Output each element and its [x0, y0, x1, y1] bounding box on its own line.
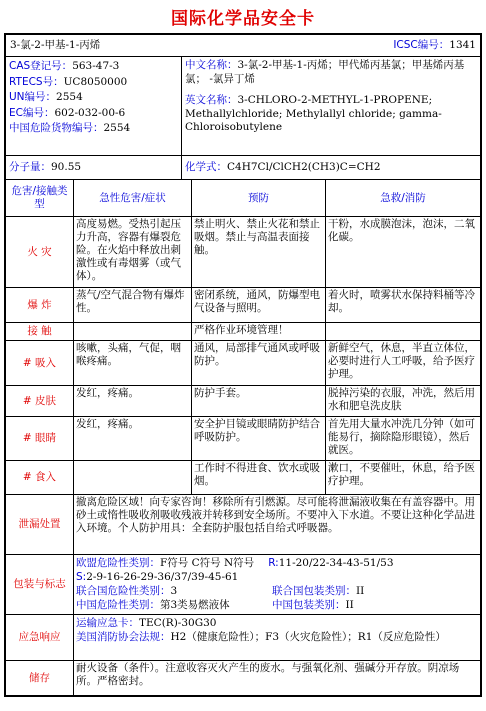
hazard-aid: 首先用大量水冲洗几分钟（如可能易行，摘除隐形眼镜），然后就医。 [328, 418, 475, 456]
hazard-prevention: 工作时不得进食、饮水或吸烟。 [192, 461, 326, 494]
hazard-prevention: 通风，局部排气通风或呼吸防护。 [192, 341, 326, 385]
hazard-symptom: 发红，疼痛。 [74, 386, 192, 416]
emergency-label: 应急响应 [6, 615, 74, 660]
col-header-symptom: 急性危害/症状 [74, 180, 192, 216]
emergency-info: 运输应急卡：TEC(R)-30G30 美国消防协会法规：H2（健康危险性）；F3（火灾危险性）；R1（反应危险性） [76, 617, 446, 643]
hazard-aid: 着火时，喷雾状水保持料桶等冷却。 [328, 289, 475, 314]
chemical-name: 3-氯-2-甲基-1-丙烯 [10, 39, 101, 51]
emergency-row [6, 615, 480, 661]
hazard-aid [326, 323, 480, 340]
hazard-symptom: 发红，疼痛。 [74, 417, 192, 460]
table-row [6, 386, 480, 417]
safety-card [4, 33, 482, 697]
hazard-prevention: 防护手套。 [192, 386, 326, 416]
storage-label: 储存 [6, 661, 74, 695]
spill-row [6, 495, 480, 555]
hazard-prevention: 密闭系统，通风，防爆型电气设备与照明。 [192, 288, 326, 322]
header-row [6, 35, 480, 57]
identifiers: CAS登记号：563-47-3 RTECS号：UC8050000 UN编号：2554 EC编号：602-032-00-6 中国危险货物编号：2554 [6, 57, 182, 155]
icsc-number: ICSC编号：1341 [393, 39, 476, 51]
table-row [6, 323, 480, 341]
page-title: 国际化学品安全卡 [171, 9, 315, 29]
table-header [6, 180, 480, 217]
packaging-label: 包装与标志 [6, 555, 74, 614]
hazard-aid: 漱口，不要催吐，休息，给予医疗护理。 [328, 462, 475, 487]
chemical-formula: 化学式： C4H7Cl/ClCH2(CH3)C=CH2 [185, 161, 381, 173]
names: 中文名称：3-氯-2-甲基-1-丙烯；甲代烯丙基氯；甲基烯丙基氯； -氯异丁烯 英文名称：3-CHLORO-2-METHYL-1-PROPENE; Methallylchloride; Methylallyl chloride; gamma-Chloroisobutylene [185, 59, 465, 133]
table-row [6, 288, 480, 323]
hazard-type: 火 灾 [6, 217, 74, 287]
hazard-type: # 眼睛 [6, 417, 74, 460]
hazard-prevention: 禁止明火、禁止火花和禁止吸烟。禁止与高温表面接触。 [192, 217, 326, 287]
hazard-symptom: 高度易燃。受热引起压力升高，容器有爆裂危险。在火焰中释放出刺激性或有毒烟雾（或气体）。 [74, 217, 192, 287]
identifiers-row [6, 57, 480, 156]
hazard-aid: 新鲜空气，休息，半直立体位，必要时进行人工呼吸，给予医疗护理。 [328, 342, 475, 380]
table-row [6, 417, 480, 461]
hazard-type: # 皮肤 [6, 386, 74, 416]
hazard-symptom: 咳嗽，头痛，气促，咽喉疼痛。 [74, 341, 192, 385]
col-header-type: 危害/接触类型 [6, 180, 74, 216]
spill-label: 泄漏处置 [6, 495, 74, 554]
hazard-type: 爆 炸 [6, 288, 74, 322]
table-row [6, 341, 480, 386]
packaging-info: 欧盟危险性类别：F符号 C符号 N符号 R:11-20/22-34-43-51/53 S:2-9-16-26-29-36/37/39-45-61 联合国危险性类别：3 联合国包装类别：II 中国危险性类别：第3类易燃液体 中国包装类别：II [76, 557, 394, 611]
spill-text: 撤离危险区域！向专家咨询！移除所有引燃源。尽可能将泄漏液收集在有盖容器中。用砂土或惰性吸收剂吸收残液并转移到安全场所。不要冲入下水道。不要让这种化学品进入环境。个人防护用具：全套防护服包括自给式呼吸器。 [76, 496, 475, 534]
hazard-type: # 食入 [6, 461, 74, 494]
formula-row [6, 156, 480, 180]
table-row [6, 217, 480, 288]
hazard-symptom: 蒸气/空气混合物有爆炸性。 [74, 288, 192, 322]
hazard-aid: 脱掉污染的衣服，冲洗，然后用水和肥皂洗皮肤 [328, 387, 475, 412]
hazard-prevention: 安全护目镜或眼睛防护结合呼吸防护。 [192, 417, 326, 460]
molecular-weight: 分子量： 90.55 [6, 156, 182, 179]
table-row [6, 461, 480, 495]
hazard-type: 接 触 [6, 323, 74, 340]
hazard-type: # 吸入 [6, 341, 74, 385]
hazard-prevention: 严格作业环境管理！ [192, 323, 326, 340]
storage-row [6, 661, 480, 695]
hazard-symptom [74, 323, 192, 340]
hazard-aid: 干粉，水成膜泡沫，泡沫，二氧化碳。 [328, 218, 475, 243]
storage-text: 耐火设备（条件）。注意收容灭火产生的废水。与强氧化剂、强碱分开存放。阴凉场所。严格密封。 [76, 662, 460, 687]
col-header-aid: 急救/消防 [380, 191, 426, 204]
col-header-prevention: 预防 [192, 180, 326, 216]
packaging-row [6, 555, 480, 615]
hazard-symptom [74, 461, 192, 494]
